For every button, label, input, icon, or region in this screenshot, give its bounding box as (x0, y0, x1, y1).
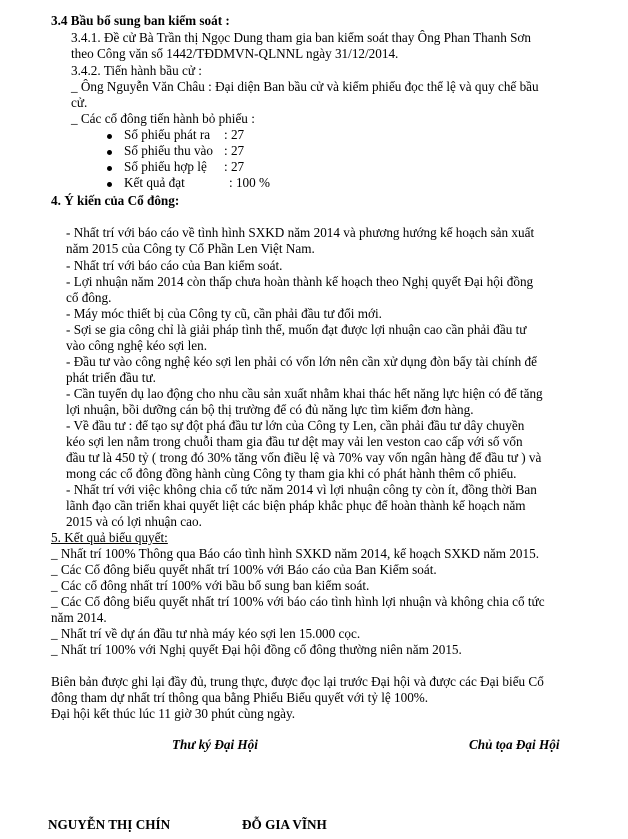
vote-intro: _ Các cổ đông tiến hành bỏ phiếu : (71, 111, 255, 126)
closing-line: Đại hội kết thúc lúc 11 giờ 30 phút cùng ngày. (51, 706, 296, 721)
chau-line-1: _ Ông Nguyễn Văn Châu : Đại diện Ban bầu cử và kiểm phiếu đọc thể lệ và quy chế bầu (71, 79, 539, 94)
opinion-line: năm 2015 của Công ty Cổ Phần Len Việt Nam. (66, 241, 315, 256)
chair-title: Chủ tọa Đại Hội (469, 737, 560, 752)
closing-line: đông tham dự nhất trí thông qua bằng Phiếu Biểu quyết với tỷ lệ 100%. (51, 690, 429, 705)
bullet-icon (107, 150, 112, 155)
result-line: _ Nhất trí 100% Thông qua Báo cáo tình hình SXKD năm 2014, kế hoạch SXKD năm 2015. (51, 546, 539, 561)
opinion-line: kéo sợi len nằm trong chuỗi tham gia đầu tư dệt may vải len veston cao cấp với số vốn (66, 434, 523, 449)
chair-name: ĐỖ GIA VĨNH (242, 817, 327, 832)
nomination-line-1: 3.4.1. Đề cử Bà Trần thị Ngọc Dung tham gia ban kiểm soát thay Ông Phan Thanh Sơn (71, 30, 532, 45)
secretary-title: Thư ký Đại Hội (172, 737, 258, 752)
opinion-line: - Nhất trí với báo cáo của Ban kiểm soát. (66, 258, 283, 273)
stat-value: : 100 % (229, 175, 271, 190)
opinion-line: 2015 và có lợi nhuận cao. (66, 514, 202, 529)
stat-label: Kết quả đạt (124, 175, 185, 190)
bullet-icon (107, 134, 112, 139)
stat-label: Số phiếu hợp lệ (124, 159, 207, 174)
stat-label: Số phiếu phát ra (124, 127, 211, 142)
closing-line: Biên bản được ghi lại đầy đủ, trung thực, được đọc lại trước Đại hội và được các Đại biểu Cổ (51, 674, 544, 689)
opinion-line: - Sợi se gia công chỉ là giải pháp tình thế, muốn đạt được lợi nhuận cao cần phải đầu tư (66, 322, 527, 337)
opinion-line: lãnh đạo cần triển khai quyết liệt các biện pháp khắc phục để hoàn thành kế hoạch năm (66, 498, 526, 513)
opinion-line: - Cần tuyển dụ lao động cho nhu cầu sản xuất nhằm khai thác hết năng lực hiện có để tăng (66, 386, 543, 401)
nomination-line-2: theo Công văn số 1442/TĐDMVN-QLNNL ngày 31/12/2014. (71, 46, 399, 61)
stat-label: Số phiếu thu vào (124, 143, 214, 158)
chau-line-2: cử. (71, 95, 88, 110)
opinion-line: - Nhất trí với báo cáo về tình hình SXKD năm 2014 và phương hướng kế hoạch sản xuất (66, 225, 535, 240)
stat-value: : 27 (224, 143, 245, 158)
election-subheading: 3.4.2. Tiến hành bầu cử : (71, 63, 202, 78)
bullet-icon (107, 182, 112, 187)
result-line: _ Các Cổ đông biểu quyết nhất trí 100% với Báo cáo của Ban Kiểm soát. (51, 562, 437, 577)
stat-value: : 27 (224, 159, 245, 174)
secretary-name: NGUYỄN THỊ CHÍN (48, 817, 171, 832)
opinion-line: - Nhất trí với việc không chia cổ tức năm 2014 vì lợi nhuận công ty còn ít, đồng thời Ban (66, 482, 537, 497)
bullet-icon (107, 166, 112, 171)
stat-value: : 27 (224, 127, 245, 142)
section-4-heading: 4. Ý kiến của Cổ đông: (51, 193, 180, 208)
result-line: _ Các cổ đông nhất trí 100% với bầu bổ sung ban kiểm soát. (51, 578, 370, 593)
opinion-line: - Lợi nhuận năm 2014 còn thấp chưa hoàn thành kế hoạch theo Nghị quyết Đại hội đồng (66, 274, 534, 289)
opinion-line: - Về đầu tư : để tạo sự đột phá đầu tư lớn của Công ty Len, cần phải đầu tư dây chuyền (66, 418, 525, 433)
opinion-line: lợi nhuận, bồi dưỡng cán bộ thị trường để có đủ năng lực tìm kiếm đơn hàng. (66, 402, 474, 417)
opinion-line: mong các cổ đông đồng hành cùng Công ty tham gia khi có phát hành thêm cổ phiếu. (66, 466, 517, 481)
result-line: _ Nhất trí về dự án đầu tư nhà máy kéo sợi len 15.000 cọc. (51, 626, 361, 641)
result-line: _ Nhất trí 100% với Nghị quyết Đại hội đồng cổ đông thường niên năm 2015. (51, 642, 462, 657)
result-line: _ Các Cổ đông biểu quyết nhất trí 100% với báo cáo tình hình lợi nhuận và không chia cổ tức (51, 594, 545, 609)
result-line: năm 2014. (51, 610, 107, 625)
opinion-line: cổ đông. (66, 290, 112, 305)
opinion-line: đầu tư là 450 tỷ ( trong đó 30% tăng vốn điều lệ và 70% vay vốn ngân hàng để đầu tư ) và (66, 450, 542, 465)
opinion-line: - Máy móc thiết bị của Công ty cũ, cần phải đầu tư đổi mới. (66, 306, 382, 321)
section-5-heading: 5. Kết quả biểu quyết: (51, 530, 168, 545)
opinion-line: vào công nghệ kéo sợi len. (66, 338, 208, 353)
section-3-4-heading: 3.4 Bầu bổ sung ban kiểm soát : (51, 13, 230, 28)
opinion-line: - Đầu tư vào công nghệ kéo sợi len phải có vốn lớn nên cần xử dụng đòn bẩy tài chính để (66, 354, 538, 369)
opinion-line: phát triển đầu tư. (66, 370, 156, 385)
